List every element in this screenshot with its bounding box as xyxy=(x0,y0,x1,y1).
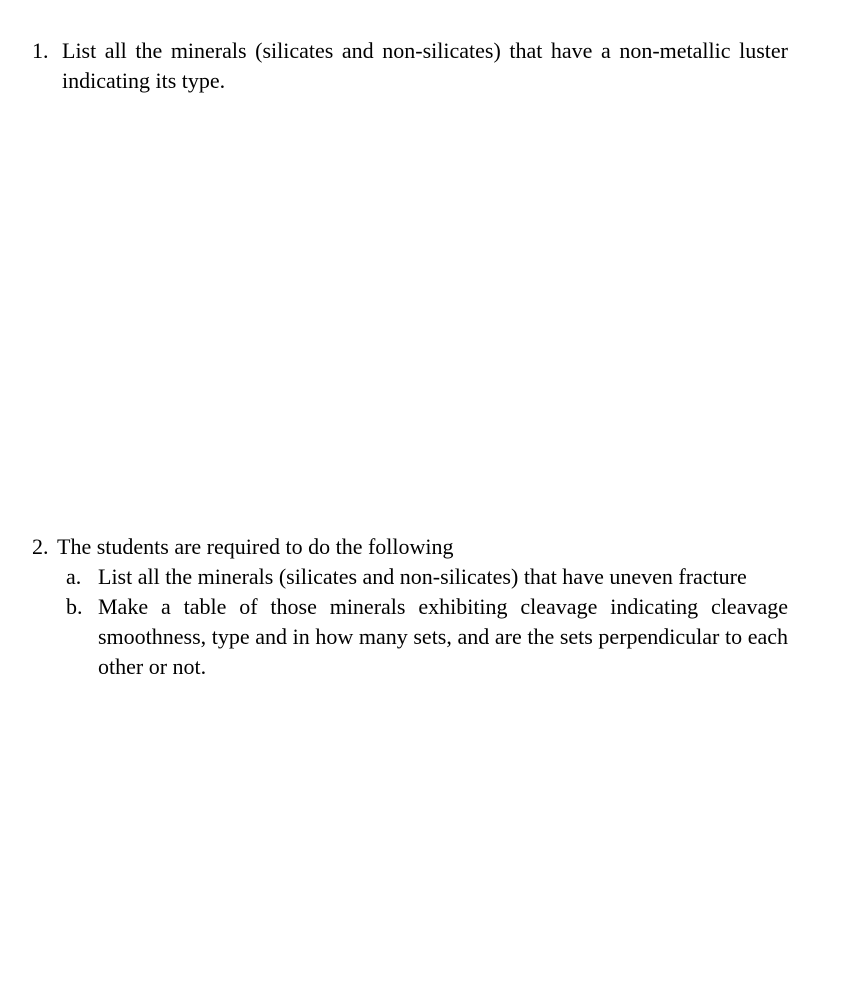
question-number: 1. xyxy=(32,38,49,63)
part-text: List all the minerals (silicates and non-silicates) that have uneven fracture xyxy=(98,564,747,589)
part-letter: b. xyxy=(66,594,83,619)
question-part-a xyxy=(66,562,788,592)
question-number: 2. xyxy=(32,534,49,559)
question-text: List all the minerals (silicates and non-silicates) that have a non-metallic luster indicating its type. xyxy=(62,38,788,93)
question-2 xyxy=(32,532,788,682)
part-letter: a. xyxy=(66,564,82,589)
question-part-b xyxy=(66,592,788,682)
part-text: Make a table of those minerals exhibiting cleavage indicating cleavage smoothness, type and in how many sets, and are the sets perpendicular to each other or not. xyxy=(98,594,788,679)
question-1 xyxy=(32,36,788,96)
question-text: The students are required to do the following xyxy=(57,534,454,559)
